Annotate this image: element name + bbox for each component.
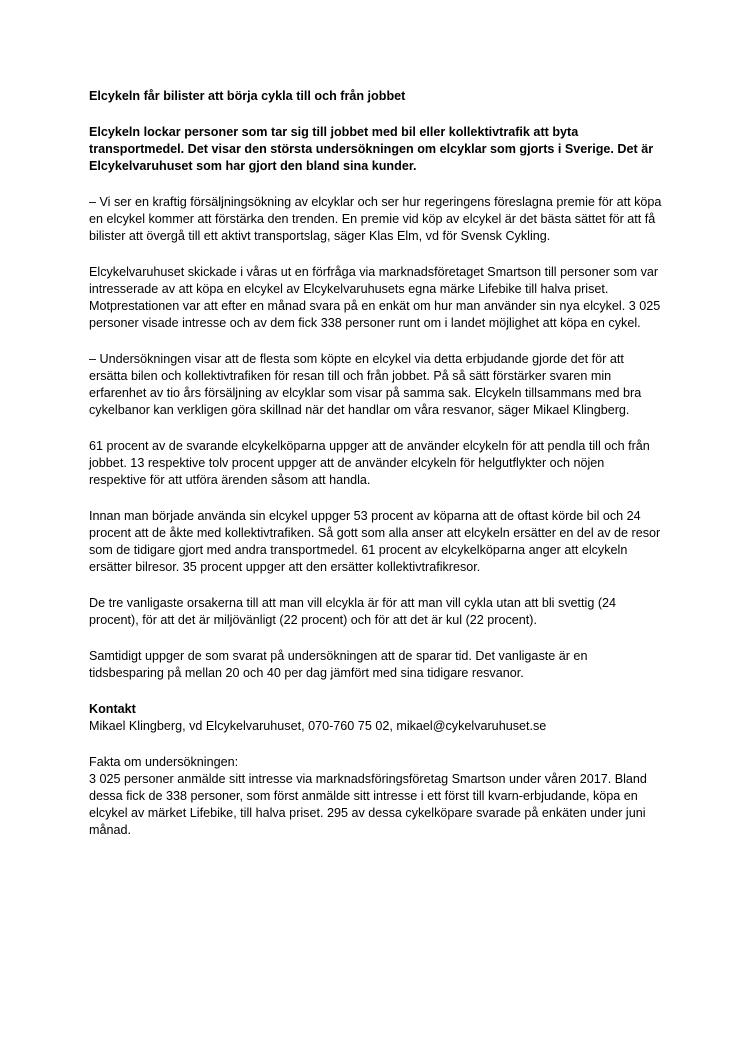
- body-paragraph-7: Samtidigt uppger de som svarat på undersökningen att de sparar tid. Det vanligaste är en tidsbesparing på mellan 20 och 40 per dag jämfört med sina tidigare resvanor.: [89, 649, 588, 680]
- contact-heading: Kontakt: [89, 702, 136, 716]
- body-paragraph-5: Innan man började använda sin elcykel uppger 53 procent av köparna att de oftast körde bil och 24 procent att de åkte med kollektivtrafiken. Så gott som alla anser att elcykeln ersätter en del av de resor som de tidigare gjort med andra transportmedel. 61 procent av elcykelköparna anger att elcykeln ersätter bilresor. 35 procent uppger att den ersätter kollektivtrafikresor.: [89, 509, 661, 574]
- contact-section: [89, 701, 664, 735]
- body-paragraph-1: – Vi ser en kraftig försäljningsökning av elcyklar och ser hur regeringens föreslagna premie för att köpa en elcykel kommer att förstärka den trenden. En premie vid köp av elcykel är det bästa sättet för att få bilister att övergå till ett aktivt transportslag, säger Klas Elm, vd för Svensk Cykling.: [89, 195, 662, 243]
- body-paragraph-2: Elcykelvaruhuset skickade i våras ut en förfråga via marknadsföretaget Smartson till personer som var intresserade av att köpa en elcykel av Elcykelvaruhusets egna märke Lifebike till halva priset. Motprestationen var att efter en månad svara på en enkät om hur man använder sin nya elcykel. 3 025 personer visade intresse och av dem fick 338 personer runt om i landet möjlighet att köpa en cykel.: [89, 265, 661, 330]
- contact-details: Mikael Klingberg, vd Elcykelvaruhuset, 070-760 75 02, mikael@cykelvaruhuset.se: [89, 719, 547, 733]
- article-lead: Elcykeln lockar personer som tar sig till jobbet med bil eller kollektivtrafik att byta transportmedel. Det visar den största undersökningen om elcyklar som gjorts i Sverige. Det är Elcykelvaruhuset som har gjort den bland sina kunder.: [89, 125, 654, 173]
- body-paragraph-4: 61 procent av de svarande elcykelköparna uppger att de använder elcykeln för att pendla till och från jobbet. 13 respektive tolv procent uppger att de använder elcykeln för helgutflykter och nöjen respektive för att utföra ärenden såsom att handla.: [89, 439, 650, 487]
- facts-section: [89, 754, 664, 839]
- body-paragraph-3: – Undersökningen visar att de flesta som köpte en elcykel via detta erbjudande gjorde det för att ersätta bilen och kollektivtrafiken för resan till och från jobbet. På så sätt förstärker svaren min erfarenhet av tio års försäljning av elcyklar som visar på samma sak. Elcykeln tillsammans med bra cykelbanor kan verkligen göra skillnad när det handlar om våra resvanor, säger Mikael Klingberg.: [89, 352, 642, 417]
- facts-body: 3 025 personer anmälde sitt intresse via marknadsföringsföretag Smartson under våren 2017. Bland dessa fick de 338 personer, som först anmälde sitt intresse i ett först till kvarn-erbjudande, köpa en elcykel av märket Lifebike, till halva priset. 295 av dessa cykelköpare svarade på enkäten under juni månad.: [89, 772, 647, 837]
- press-release: [89, 88, 664, 839]
- facts-heading: Fakta om undersökningen:: [89, 755, 239, 769]
- body-paragraph-6: De tre vanligaste orsakerna till att man vill elcykla är för att man vill cykla utan att bli svettig (24 procent), för att det är miljövänligt (22 procent) och för att det är kul (22 procent).: [89, 596, 617, 627]
- article-title: Elcykeln får bilister att börja cykla till och från jobbet: [89, 89, 406, 103]
